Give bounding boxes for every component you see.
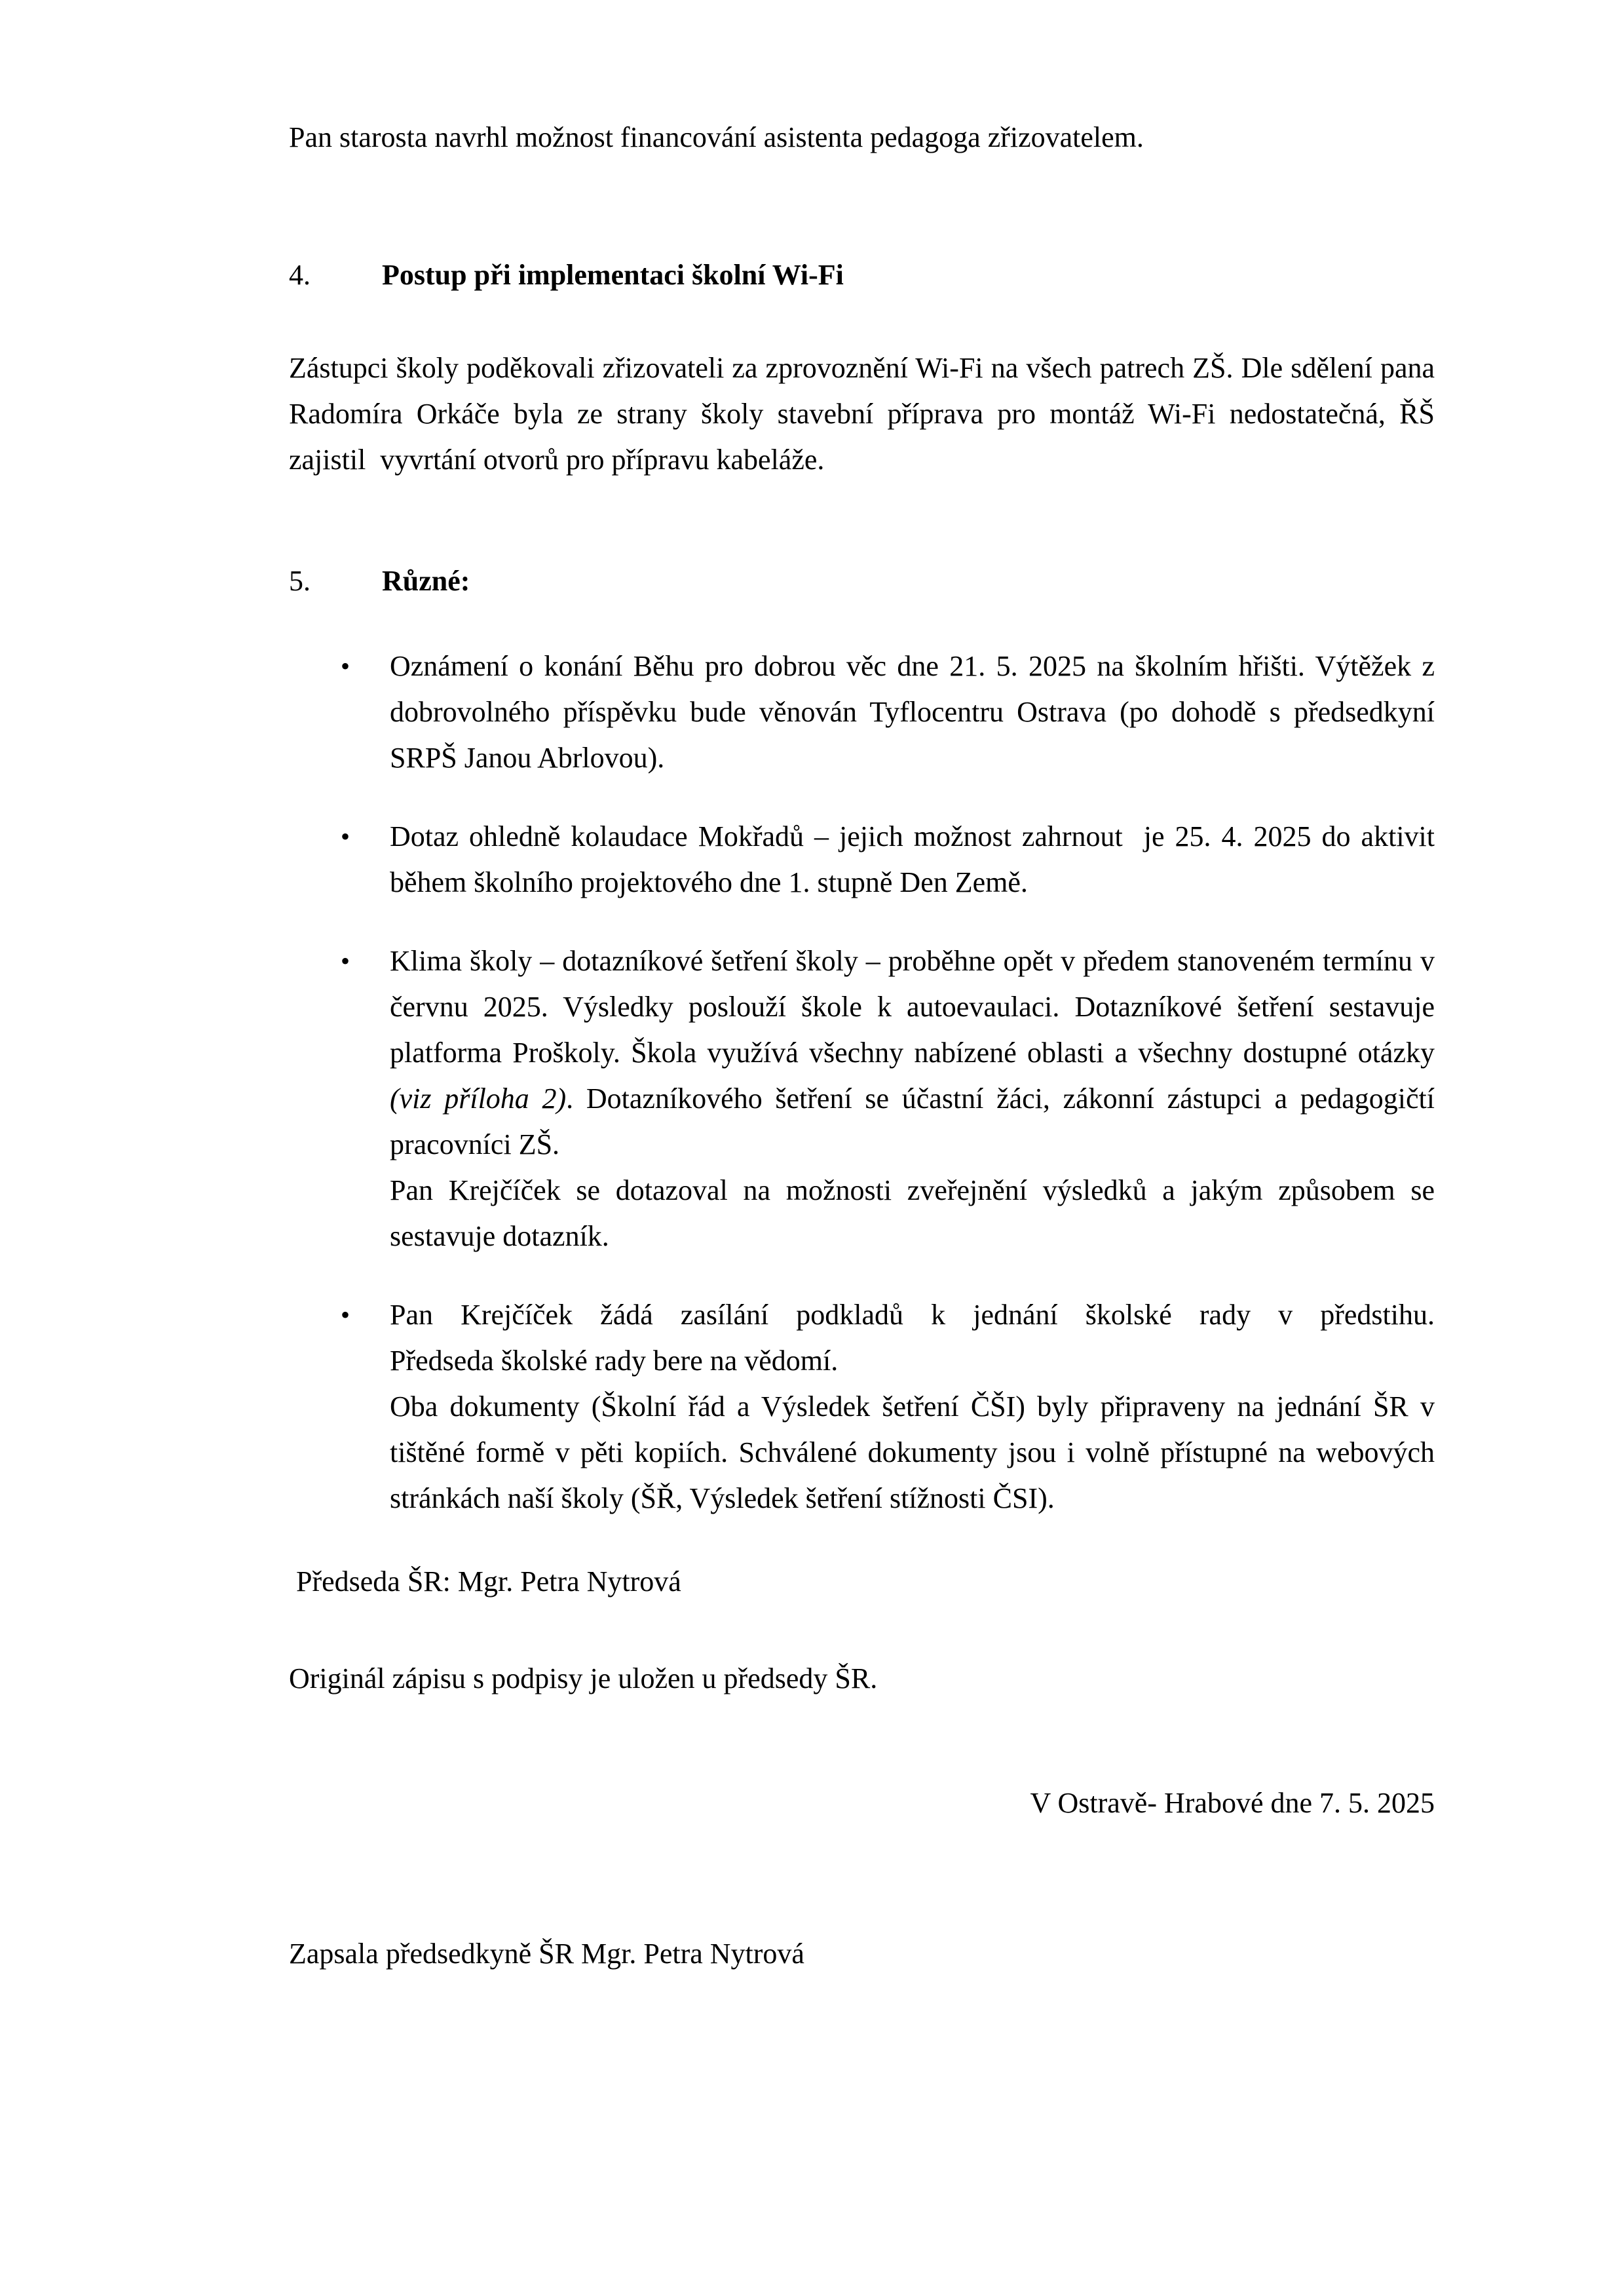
section-5-title: Různé: — [382, 565, 470, 597]
recorded-by-line: Zapsala předsedkyně ŠR Mgr. Petra Nytrová — [289, 1938, 804, 1970]
section-4-number: 4. — [289, 259, 311, 291]
bullet-marker-icon: • — [341, 822, 350, 851]
place-date-line: V Ostravě- Hrabové dne 7. 5. 2025 — [1030, 1787, 1435, 1819]
bullet-item — [289, 814, 1435, 906]
bullet-text-segment — [390, 643, 1435, 781]
bullet-marker-icon: • — [341, 651, 350, 681]
text-run: Předseda školské rady bere na vědomí. — [390, 1345, 839, 1377]
bullet-marker-icon: • — [341, 1300, 350, 1330]
bullet-text-segment — [390, 1338, 1435, 1384]
original-note-line: Originál zápisu s podpisy je uložen u předsedy ŠR. — [289, 1662, 878, 1694]
bullet-item — [289, 938, 1435, 1259]
section-4-heading — [289, 252, 1435, 298]
text-run: Pan Krejčíček se dotazoval na možnosti zveřejnění výsledků a jakým způsobem se sestavuje dotazník. — [390, 1174, 1435, 1252]
bullet-item — [289, 1292, 1435, 1521]
section-5-heading — [289, 558, 1435, 604]
bullet-text-segment — [390, 814, 1435, 906]
text-run: Dotaz ohledně kolaudace Mokřadů – jejich možnost zahrnout je 25. 4. 2025 do aktivit během školního projektového dne 1. stupně Den Země. — [390, 820, 1435, 898]
intro-paragraph: Pan starosta navrhl možnost financování asistenta pedagoga zřizovatelem. — [289, 121, 1144, 153]
bullet-text-segment — [390, 1292, 1435, 1338]
bullet-marker-icon: • — [341, 946, 350, 976]
bullet-text-segment — [390, 1384, 1435, 1521]
bullet-text-segment — [390, 1168, 1435, 1259]
section-4-title: Postup při implementaci školní Wi-Fi — [382, 259, 844, 291]
text-run: Oba dokumenty (Školní řád a Výsledek šetření ČŠI) byly připraveny na jednání ŠR v tištěné formě v pěti kopiích. Schválené dokumenty jsou i volně přístupné na webových stránkách naší školy (ŠŘ, Výsledek šetření stížnosti ČSI). — [390, 1390, 1435, 1514]
text-run: Klima školy – dotazníkové šetření školy – proběhne opět v předem stanoveném termínu v červnu 2025. Výsledky poslouží škole k autoevaulaci. Dotazníkové šetření sestavuje platforma Proškoly. Škola využívá všechny nabízené oblasti a všechny dostupné otázky — [390, 945, 1435, 1069]
text-run: . Dotazníkového šetření se účastní žáci, zákonní zástupci a pedagogičtí pracovníci ZŠ. — [390, 1082, 1435, 1160]
bullet-item — [289, 643, 1435, 781]
italic-run: (viz příloha 2) — [390, 1082, 567, 1115]
chairperson-line: Předseda ŠR: Mgr. Petra Nytrová — [289, 1565, 681, 1598]
section-5-bullet-list — [289, 643, 1435, 1521]
section-4-body: Zástupci školy poděkovali zřizovateli za zprovoznění Wi-Fi na všech patrech ZŠ. Dle sdělení pana Radomíra Orkáče byla ze strany školy stavební příprava pro montáž Wi-Fi nedostatečná, ŘŠ zajistil vyvrtání otvorů pro přípravu kabeláže. — [289, 352, 1435, 476]
text-run: Pan Krejčíček žádá zasílání podkladů k jednání školské rady v předstihu. — [390, 1299, 1435, 1331]
text-run: Oznámení o konání Běhu pro dobrou věc dne 21. 5. 2025 na školním hřišti. Výtěžek z dobrovolného příspěvku bude věnován Tyflocentru Ostrava (po dohodě s předsedkyní SRPŠ Janou Abrlovou). — [390, 650, 1435, 774]
section-5-number: 5. — [289, 565, 311, 597]
bullet-text-segment — [390, 938, 1435, 1168]
